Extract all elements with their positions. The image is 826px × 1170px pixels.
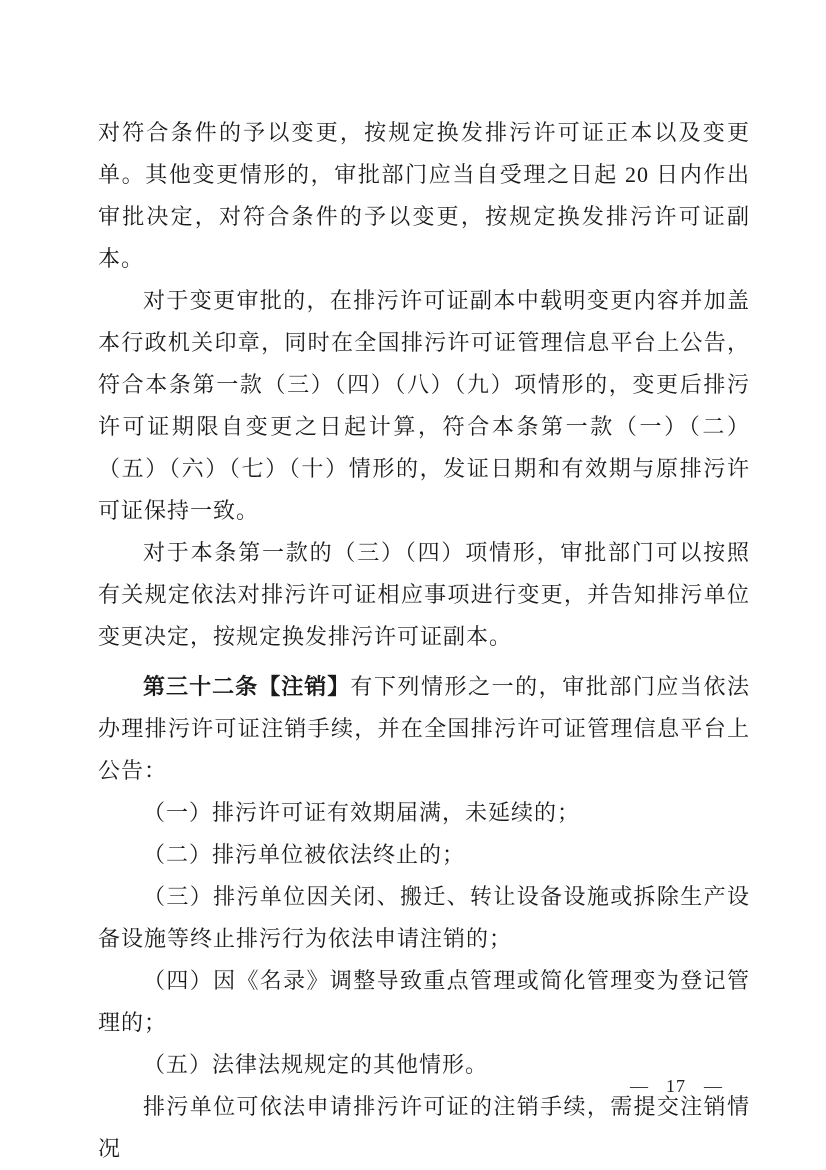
paragraph: 对于变更审批的，在排污许可证副本中载明变更内容并加盖本行政机关印章，同时在全国排污许可证管理信息平台上公告，符合本条第一款（三）（四）（八）（九）项情形的，变更后排污许可证期限自变更之日起计算，符合本条第一款（一）（二）（五）（六）（七）（十）情形的，发证日期和有效期与原排污许可证保持一致。	[98, 288, 750, 523]
page-footer	[630, 1075, 722, 1097]
paragraph: 对符合条件的予以变更，按规定换发排污许可证正本以及变更单。其他变更情形的，审批部门应当自受理之日起 20 日内作出审批决定，对符合条件的予以变更，按规定换发排污许可证副本。	[98, 120, 750, 271]
footer-right-dash: —	[704, 1076, 722, 1096]
paragraph: 排污单位可依法申请排污许可证的注销手续，需提交注销情况	[98, 1094, 750, 1161]
footer-left-dash: —	[630, 1076, 648, 1096]
paragraph: 对于本条第一款的（三）（四）项情形，审批部门可以按照有关规定依法对排污许可证相应事项进行变更，并告知排污单位变更决定，按规定换发排污许可证副本。	[98, 540, 750, 649]
paragraph: （一）排污许可证有效期届满，未延续的；	[143, 800, 581, 825]
paragraph: （三）排污单位因关闭、搬迁、转让设备设施或拆除生产设备设施等终止排污行为依法申请注销的；	[98, 884, 750, 951]
paragraph: （四）因《名录》调整导致重点管理或简化管理变为登记管理的；	[98, 968, 750, 1035]
article-paragraph: 第三十二条【注销】有下列情形之一的，审批部门应当依法办理排污许可证注销手续，并在全国排污许可证管理信息平台上公告：	[98, 674, 750, 783]
paragraph: （二）排污单位被依法终止的；	[143, 842, 466, 867]
article-heading: 第三十二条【注销】	[143, 674, 351, 699]
document-body	[98, 112, 750, 1170]
page-number: 17	[666, 1076, 686, 1096]
paragraph: （五）法律法规规定的其他情形。	[143, 1052, 489, 1077]
